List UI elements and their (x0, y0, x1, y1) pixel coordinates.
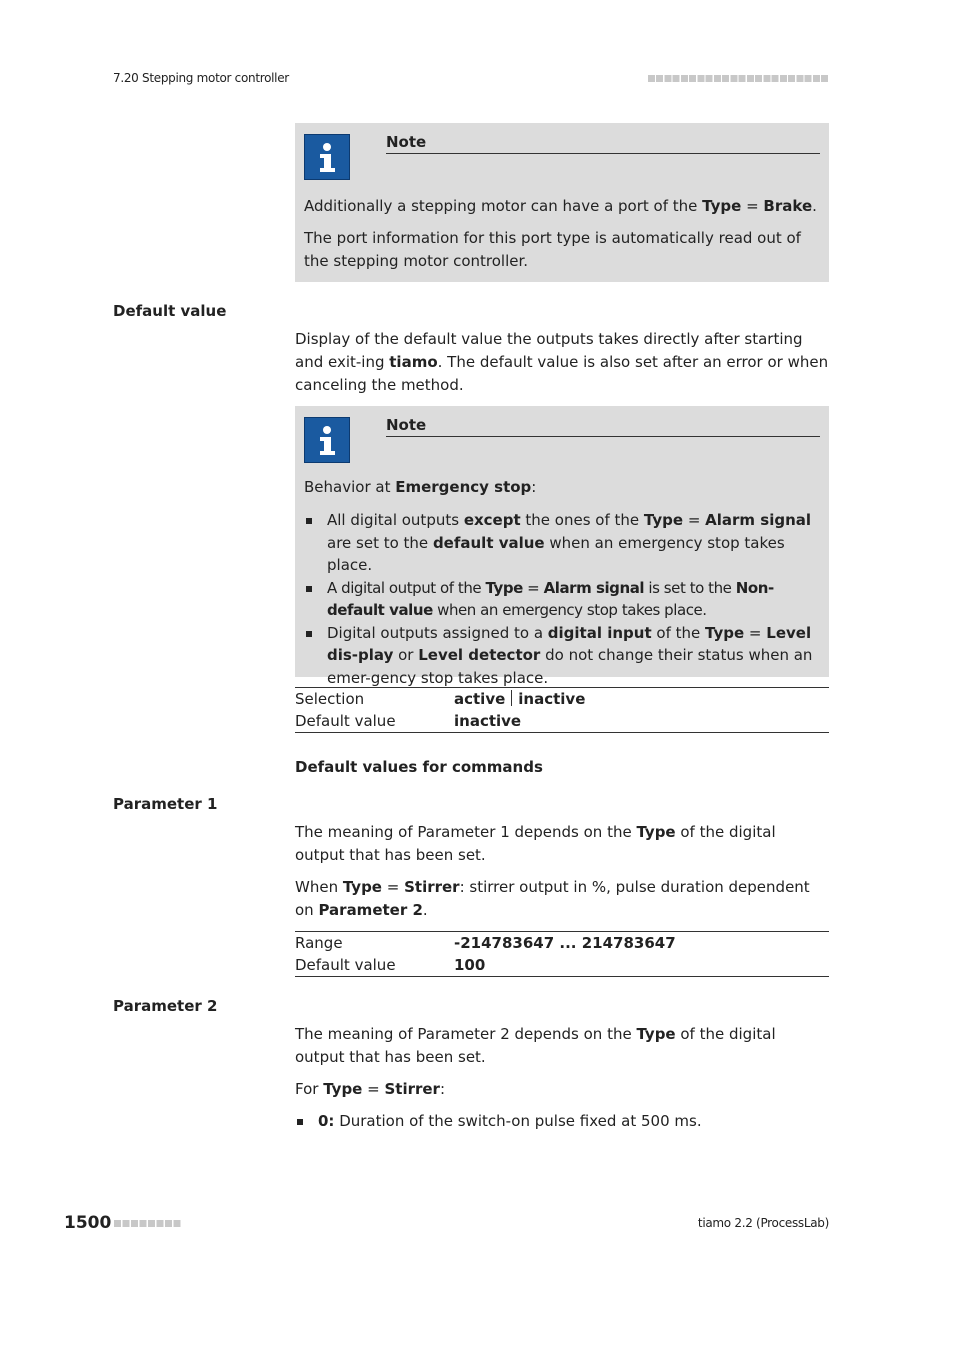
section-heading-parameter-2: Parameter 2 (113, 997, 218, 1015)
default-value: 100 (454, 956, 486, 974)
table-row (295, 688, 829, 710)
info-icon (304, 134, 350, 180)
parameter-2-description: The meaning of Parameter 2 depends on the Type of the digital output that has been set. For Type = Stirrer: 0: Duration of the switch-on pulse fixed at 500 ms. (295, 1023, 829, 1133)
section-heading-default-value: Default value (113, 302, 227, 320)
table-row (295, 932, 829, 954)
default-value-description: Display of the default value the outputs takes directly after starting and exit-ing tiamo. The default value is also set after an error or when canceling the method. (295, 330, 829, 394)
note-title: Note (386, 133, 820, 154)
header-decoration-dots (648, 75, 829, 82)
note-box-1 (295, 123, 829, 282)
page-number: 1500 (64, 1213, 112, 1233)
note-title: Note (386, 416, 820, 437)
list-item: All digital outputs except the ones of the Type = Alarm signal are set to the default value when an emergency stop takes place. (304, 509, 820, 577)
range-value: -214783647 ... 214783647 (454, 934, 676, 952)
running-header-section: 7.20 Stepping motor controller (113, 71, 289, 85)
default-label: Default value (295, 956, 396, 974)
note-intro: Behavior at Emergency stop: (304, 478, 537, 496)
selection-table (295, 687, 829, 733)
note-paragraph: The port information for this port type is automatically read out of the stepping motor controller. (304, 229, 801, 270)
note-paragraph: Additionally a stepping motor can have a port of the Type = Brake. (304, 197, 817, 215)
parameter-1-table (295, 931, 829, 977)
commands-heading: Default values for commands (295, 758, 543, 776)
note-box-2 (295, 406, 829, 687)
table-row (295, 954, 829, 976)
list-item: A digital output of the Type = Alarm signal is set to the Non-default value when an emergency stop takes place. (304, 577, 820, 622)
parameter-1-description: The meaning of Parameter 1 depends on the Type of the digital output that has been set. When Type = Stirrer: stirrer output in %, pulse duration dependent on Parameter 2. (295, 823, 810, 919)
selection-value: active inactive (454, 690, 586, 708)
info-icon (304, 417, 350, 463)
default-value: inactive (454, 712, 522, 730)
footer-decoration-dots (114, 1220, 182, 1227)
range-label: Range (295, 934, 343, 952)
selection-label: Selection (295, 690, 365, 708)
list-item: Digital outputs assigned to a digital input of the Type = Level dis-play or Level detector do not change their status when an emer-gency stop takes place. (304, 622, 820, 690)
table-row (295, 710, 829, 732)
list-item: 0: Duration of the switch-on pulse fixed at 500 ms. (295, 1110, 829, 1133)
section-heading-parameter-1: Parameter 1 (113, 795, 218, 813)
footer-product: tiamo 2.2 (ProcessLab) (697, 1216, 829, 1230)
default-label: Default value (295, 712, 396, 730)
